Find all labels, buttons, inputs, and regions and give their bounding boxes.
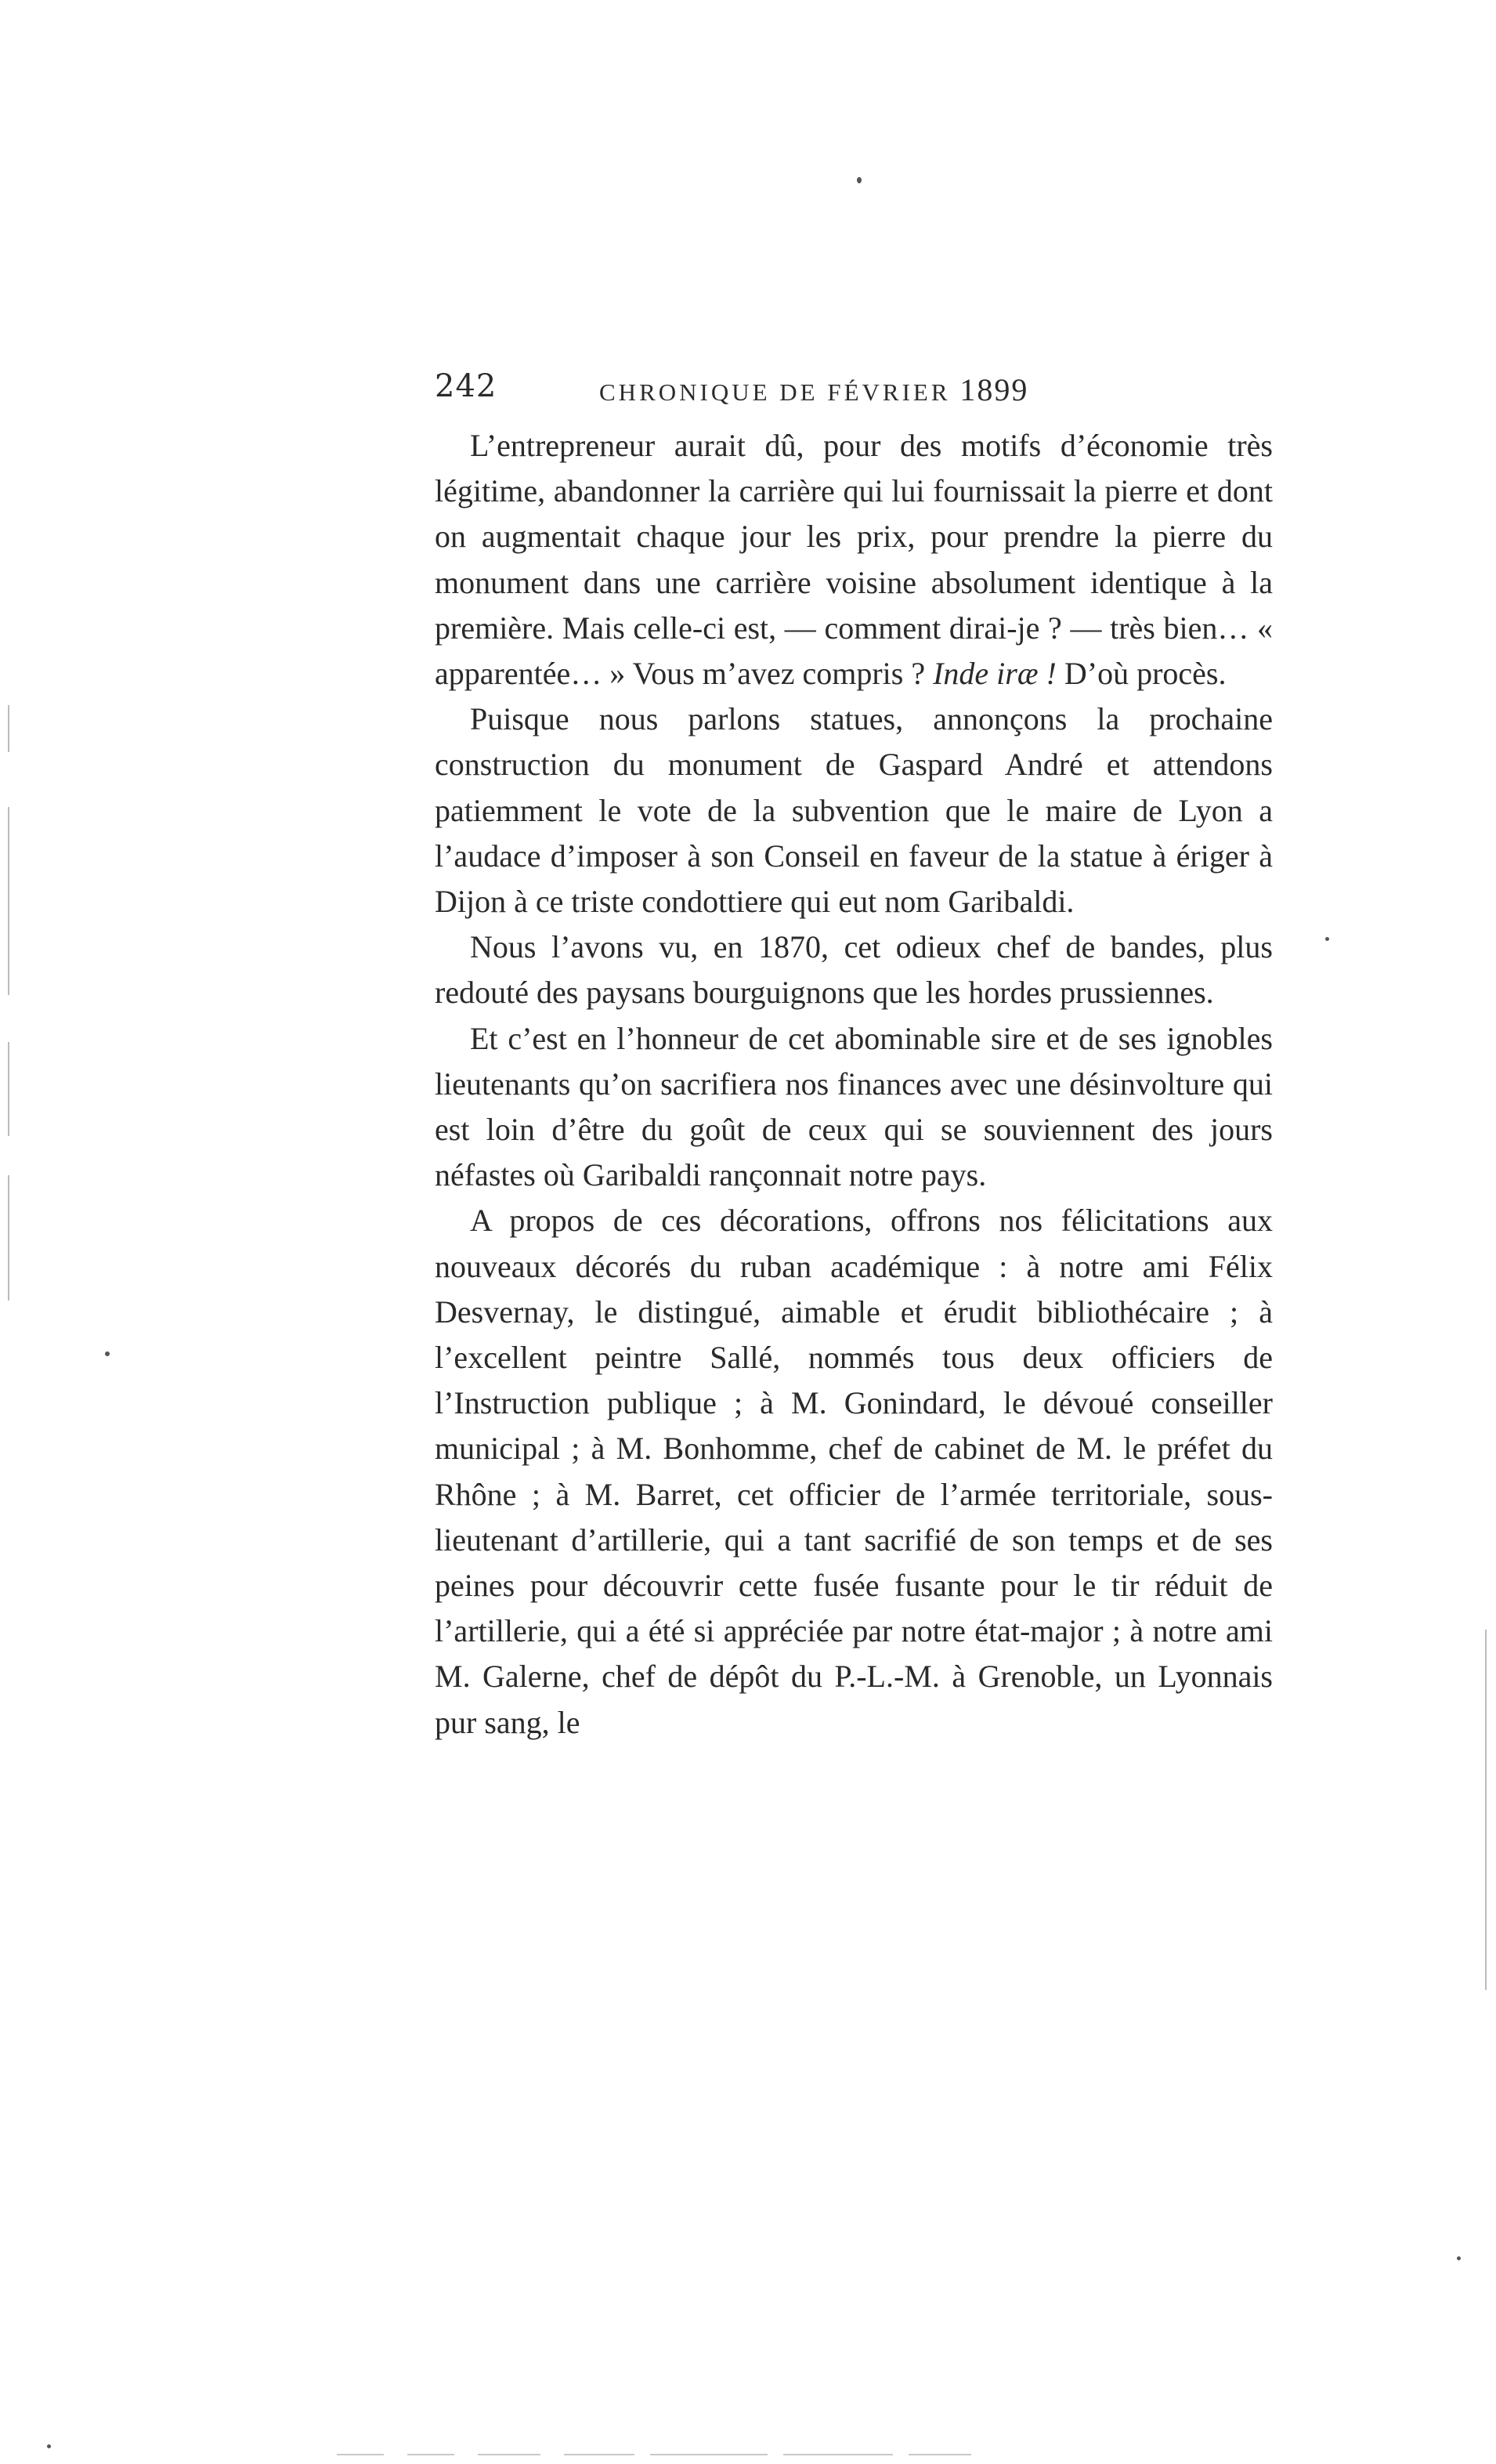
running-head: [599, 371, 1273, 408]
running-head-title: CHRONIQUE DE FÉVRIER: [599, 378, 951, 406]
paragraph-4: Et c’est en l’honneur de cet abominable sire et de ses ignobles lieutenants qu’on sacrifiera nos finances avec une désinvolture qui est loin d’être du goût de ceux qui se souviennent des jours néfastes où Garibaldi rançonnait notre pays.: [435, 1020, 1273, 1193]
scan-bottom-dash: [783, 2454, 893, 2455]
paragraph-5: A propos de ces décorations, offrons nos félicitations aux nouveaux décorés du ruban académique : à notre ami Félix Desvernay, le distingué, aimable et érudit bibliothécaire ; à l’excellent peintre Sallé, nommés tous deux officiers de l’Instruction publique ; à M. Gonindard, le dévoué conseiller municipal ; à M. Bonhomme, chef de cabinet de M. le préfet du Rhône ; à M. Barret, cet officier de l’armée territoriale, sous-lieutenant d’artillerie, qui a tant sacrifié de son temps et de ses peines pour découvrir cette fusée fusante pour le tir réduit de l’artillerie, qui a été si appréciée par notre état-major ; à notre ami M. Galerne, chef de dépôt du P.-L.-M. à Grenoble, un Lyonnais pur sang, le: [435, 1203, 1273, 1740]
scan-bottom-dash: [337, 2454, 384, 2455]
scan-bottom-dash: [564, 2454, 634, 2455]
paragraph-2: Puisque nous parlons statues, annonçons la prochaine construction du monument de Gaspard André et attendons patiemment le vote de la subvention que le maire de Lyon a l’audace d’imposer à son Conseil en faveur de la statue à ériger à Dijon à ce triste condottiere qui eut nom Garibaldi.: [435, 701, 1273, 920]
body-text: [435, 423, 1273, 1746]
scan-speck: [1457, 2256, 1461, 2260]
page-header: [435, 368, 1273, 415]
scan-speck: [1325, 937, 1329, 941]
scan-margin-line: [8, 1042, 9, 1136]
paragraph-1-italic: Inde iræ !: [933, 656, 1057, 692]
scan-margin-line: [8, 1175, 9, 1301]
paragraph-3: Nous l’avons vu, en 1870, cet odieux chef de bandes, plus redouté des paysans bourguignons que les hordes prussiennes.: [435, 929, 1273, 1011]
paragraph-1-end: D’où procès.: [1056, 656, 1227, 692]
scan-speck: [105, 1351, 110, 1356]
scan-margin-line: [1485, 1630, 1487, 1990]
scan-bottom-dash: [478, 2454, 540, 2455]
running-head-year: 1899: [959, 372, 1029, 407]
scan-speck: [47, 2444, 51, 2448]
paragraph-1: [435, 423, 1273, 697]
scan-speck: [857, 177, 862, 183]
scan-margin-line: [8, 807, 9, 995]
scan-bottom-dash: [407, 2454, 454, 2455]
scan-bottom-dash: [909, 2454, 971, 2455]
scan-margin-line: [8, 705, 9, 752]
page-number: 242: [435, 368, 497, 404]
paragraph-1-text: L’entrepreneur aurait dû, pour des motifs d’économie très légitime, abandonner la carrière qui lui fournissait la pierre et dont on augmentait chaque jour les prix, pour prendre la pierre du monument dans une carrière voisine absolument identique à la première. Mais celle-ci est, — comment dirai-je ? — très bien… « apparentée… » Vous m’avez compris ?: [435, 428, 1273, 692]
scan-bottom-dash: [650, 2454, 768, 2455]
